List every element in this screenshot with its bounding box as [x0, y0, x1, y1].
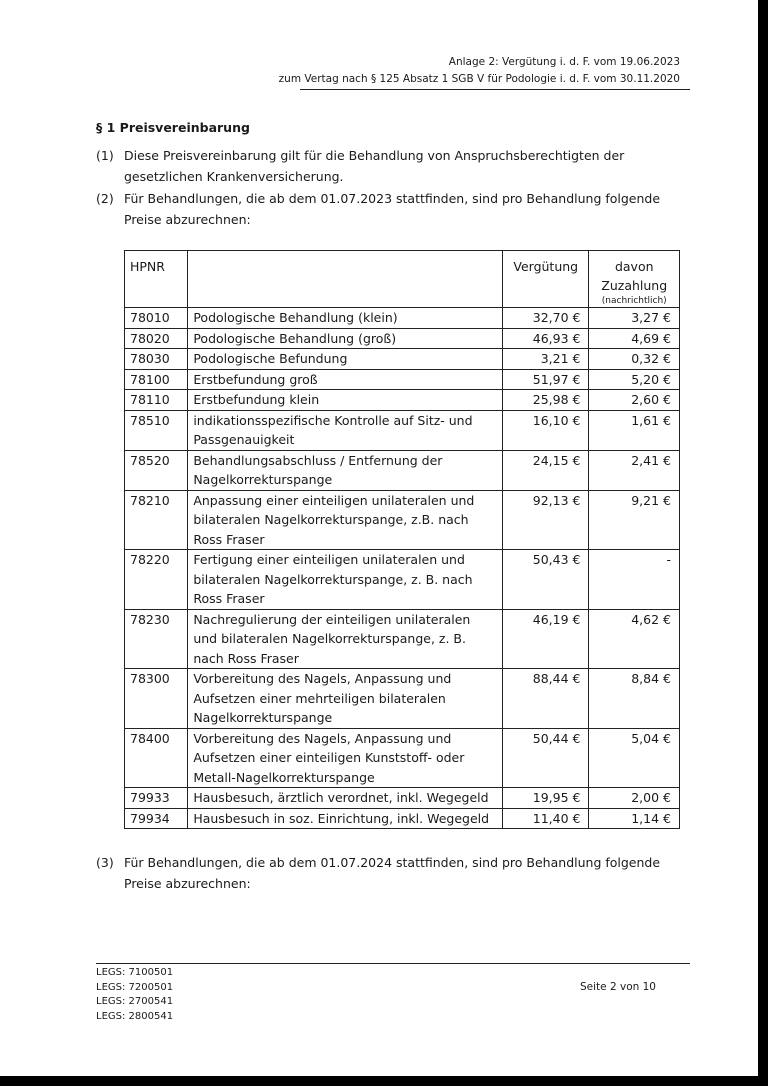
- cell-hpnr: 78100: [125, 369, 188, 390]
- cell-zuzahlung: 2,00 €: [589, 788, 680, 809]
- cell-verguetung: 11,40 €: [503, 808, 589, 829]
- paragraph-number: (1): [96, 148, 114, 163]
- cell-verguetung: 3,21 €: [503, 349, 589, 370]
- cell-description: Erstbefundung klein: [188, 390, 503, 411]
- cell-verguetung: 16,10 €: [503, 410, 589, 450]
- cell-zuzahlung: 3,27 €: [589, 308, 680, 329]
- header-verguetung: Vergütung: [503, 251, 589, 308]
- table-row: [125, 728, 680, 788]
- cell-zuzahlung: 2,41 €: [589, 450, 680, 490]
- paragraph-number: (2): [96, 191, 114, 206]
- table-header-row: [125, 251, 680, 308]
- table-row: [125, 410, 680, 450]
- cell-description: Fertigung einer einteiligen unilateralen und bilateralen Nagelkorrekturspange, z. B. nach Ross Fraser: [188, 550, 503, 610]
- legs-code: LEGS: 7200501: [96, 981, 174, 993]
- paragraph-1: [96, 145, 686, 187]
- cell-verguetung: 32,70 €: [503, 308, 589, 329]
- table-row: [125, 788, 680, 809]
- cell-hpnr: 78300: [125, 669, 188, 729]
- cell-hpnr: 78510: [125, 410, 188, 450]
- cell-verguetung: 24,15 €: [503, 450, 589, 490]
- header-hpnr: HPNR: [125, 251, 188, 308]
- cell-zuzahlung: 2,60 €: [589, 390, 680, 411]
- cell-description: Podologische Behandlung (klein): [188, 308, 503, 329]
- table-row: [125, 390, 680, 411]
- cell-description: Nachregulierung der einteiligen unilateralen und bilateralen Nagelkorrekturspange, z. B. nach Ross Fraser: [188, 609, 503, 669]
- cell-description: Erstbefundung groß: [188, 369, 503, 390]
- cell-zuzahlung: 4,69 €: [589, 328, 680, 349]
- cell-hpnr: 79933: [125, 788, 188, 809]
- page-number: Seite 2 von 10: [580, 981, 656, 993]
- cell-hpnr: 78030: [125, 349, 188, 370]
- cell-description: Behandlungsabschluss / Entfernung der Nagelkorrekturspange: [188, 450, 503, 490]
- cell-description: Podologische Behandlung (groß): [188, 328, 503, 349]
- paragraph-3: [96, 852, 686, 894]
- cell-verguetung: 25,98 €: [503, 390, 589, 411]
- table-row: [125, 669, 680, 729]
- footer-divider: [96, 963, 690, 964]
- cell-zuzahlung: 1,14 €: [589, 808, 680, 829]
- table-row: [125, 550, 680, 610]
- cell-hpnr: 78210: [125, 490, 188, 550]
- cell-verguetung: 92,13 €: [503, 490, 589, 550]
- cell-verguetung: 88,44 €: [503, 669, 589, 729]
- table-row: [125, 349, 680, 370]
- legs-list: [96, 966, 173, 1024]
- cell-zuzahlung: 8,84 €: [589, 669, 680, 729]
- cell-hpnr: 78010: [125, 308, 188, 329]
- cell-zuzahlung: 0,32 €: [589, 349, 680, 370]
- cell-hpnr: 78230: [125, 609, 188, 669]
- cell-description: Podologische Befundung: [188, 349, 503, 370]
- paragraph-text: Diese Preisvereinbarung gilt für die Behandlung von Anspruchsberechtigten der gesetzlichen Krankenversicherung.: [124, 148, 625, 184]
- header-description: [188, 251, 503, 308]
- cell-description: Vorbereitung des Nagels, Anpassung und Aufsetzen einer einteiligen Kunststoff- oder Metall-Nagelkorrekturspange: [188, 728, 503, 788]
- cell-description: indikationsspezifische Kontrolle auf Sitz- und Passgenauigkeit: [188, 410, 503, 450]
- header-zuzahlung-note: (nachrichtlich): [601, 296, 667, 306]
- legs-code: LEGS: 2800541: [96, 1010, 174, 1022]
- paragraph-text: Für Behandlungen, die ab dem 01.07.2023 stattfinden, sind pro Behandlung folgende Preise abzurechnen:: [124, 191, 661, 227]
- cell-verguetung: 50,44 €: [503, 728, 589, 788]
- cell-verguetung: 46,19 €: [503, 609, 589, 669]
- cell-verguetung: 51,97 €: [503, 369, 589, 390]
- cell-zuzahlung: 9,21 €: [589, 490, 680, 550]
- paragraph-2: [96, 188, 686, 230]
- cell-hpnr: 78220: [125, 550, 188, 610]
- page-header: [279, 54, 680, 88]
- cell-zuzahlung: 5,04 €: [589, 728, 680, 788]
- cell-zuzahlung: 1,61 €: [589, 410, 680, 450]
- header-divider: [300, 89, 690, 90]
- table-row: [125, 609, 680, 669]
- cell-description: Vorbereitung des Nagels, Anpassung und Aufsetzen einer mehrteiligen bilateralen Nagelkorrekturspange: [188, 669, 503, 729]
- table-row: [125, 308, 680, 329]
- cell-description: Anpassung einer einteiligen unilateralen und bilateralen Nagelkorrekturspange, z.B. nach Ross Fraser: [188, 490, 503, 550]
- cell-description: Hausbesuch, ärztlich verordnet, inkl. Wegegeld: [188, 788, 503, 809]
- header-zuzahlung-label: davon Zuzahlung: [601, 259, 668, 293]
- cell-verguetung: 19,95 €: [503, 788, 589, 809]
- cell-hpnr: 78020: [125, 328, 188, 349]
- table-row: [125, 328, 680, 349]
- cell-hpnr: 79934: [125, 808, 188, 829]
- cell-description: Hausbesuch in soz. Einrichtung, inkl. Wegegeld: [188, 808, 503, 829]
- paragraph-text: Für Behandlungen, die ab dem 01.07.2024 stattfinden, sind pro Behandlung folgende Preise abzurechnen:: [124, 855, 661, 891]
- section-title: § 1 Preisvereinbarung: [96, 120, 250, 135]
- header-line-2: zum Vertag nach § 125 Absatz 1 SGB V für Podologie i. d. F. vom 30.11.2020: [278, 73, 680, 85]
- legs-code: LEGS: 7100501: [96, 967, 174, 978]
- table-row: [125, 808, 680, 829]
- cell-hpnr: 78520: [125, 450, 188, 490]
- header-line-1: Anlage 2: Vergütung i. d. F. vom 19.06.2023: [448, 56, 680, 68]
- cell-verguetung: 50,43 €: [503, 550, 589, 610]
- header-zuzahlung: [589, 251, 680, 308]
- cell-verguetung: 46,93 €: [503, 328, 589, 349]
- cell-zuzahlung: 4,62 €: [589, 609, 680, 669]
- price-table: [124, 250, 680, 829]
- paragraph-number: (3): [96, 855, 114, 870]
- table-row: [125, 490, 680, 550]
- cell-hpnr: 78110: [125, 390, 188, 411]
- cell-hpnr: 78400: [125, 728, 188, 788]
- table-row: [125, 369, 680, 390]
- table-row: [125, 450, 680, 490]
- cell-zuzahlung: -: [589, 550, 680, 610]
- legs-code: LEGS: 2700541: [96, 996, 174, 1007]
- cell-zuzahlung: 5,20 €: [589, 369, 680, 390]
